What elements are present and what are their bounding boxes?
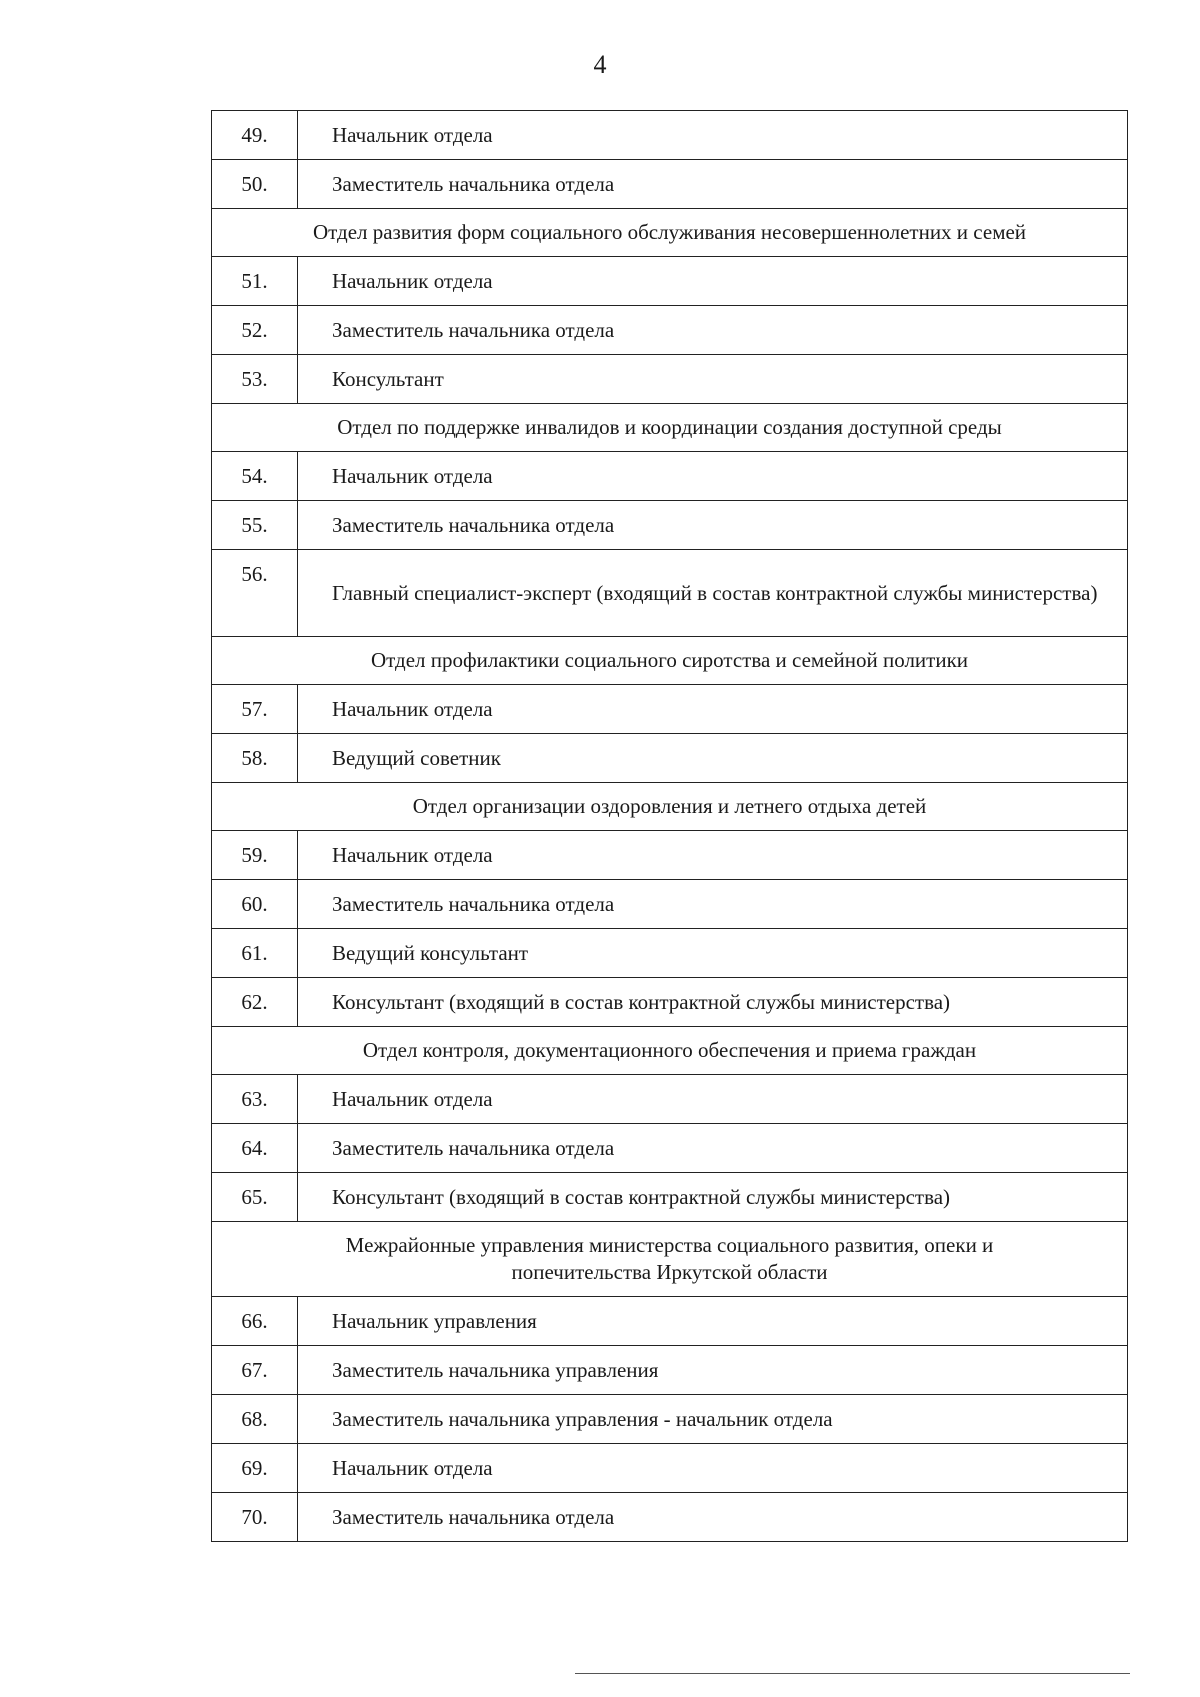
row-number: 57. bbox=[212, 685, 298, 734]
section-title: Отдел развития форм социального обслуживания несовершеннолетних и семей bbox=[212, 209, 1128, 257]
table-row bbox=[212, 1075, 1128, 1124]
section-heading-row bbox=[212, 404, 1128, 452]
position-title: Ведущий консультант bbox=[298, 929, 1128, 978]
row-number: 68. bbox=[212, 1395, 298, 1444]
row-number: 70. bbox=[212, 1493, 298, 1542]
section-heading-row bbox=[212, 1222, 1128, 1297]
table-row bbox=[212, 734, 1128, 783]
footer-rule bbox=[575, 1673, 1130, 1674]
row-number: 56. bbox=[212, 550, 298, 637]
row-number: 53. bbox=[212, 355, 298, 404]
table-row bbox=[212, 1395, 1128, 1444]
position-title: Заместитель начальника отдела bbox=[298, 501, 1128, 550]
row-number: 66. bbox=[212, 1297, 298, 1346]
positions-table bbox=[211, 110, 1128, 1542]
position-title: Начальник отдела bbox=[298, 257, 1128, 306]
row-number: 67. bbox=[212, 1346, 298, 1395]
position-title: Консультант (входящий в состав контрактной службы министерства) bbox=[298, 978, 1128, 1027]
table-row bbox=[212, 452, 1128, 501]
table-row bbox=[212, 111, 1128, 160]
table-row bbox=[212, 880, 1128, 929]
position-title: Начальник отдела bbox=[298, 452, 1128, 501]
table-row bbox=[212, 1297, 1128, 1346]
row-number: 69. bbox=[212, 1444, 298, 1493]
position-title: Заместитель начальника отдела bbox=[298, 1124, 1128, 1173]
table-row bbox=[212, 978, 1128, 1027]
table-row bbox=[212, 501, 1128, 550]
table-row bbox=[212, 550, 1128, 637]
row-number: 60. bbox=[212, 880, 298, 929]
row-number: 55. bbox=[212, 501, 298, 550]
position-title: Начальник отдела bbox=[298, 1075, 1128, 1124]
section-title: Межрайонные управления министерства социального развития, опеки и попечительства Иркутской области bbox=[212, 1222, 1128, 1297]
table-row bbox=[212, 1173, 1128, 1222]
position-title: Заместитель начальника отдела bbox=[298, 880, 1128, 929]
section-title: Отдел профилактики социального сиротства и семейной политики bbox=[212, 637, 1128, 685]
position-title: Заместитель начальника отдела bbox=[298, 306, 1128, 355]
position-title: Начальник отдела bbox=[298, 1444, 1128, 1493]
row-number: 58. bbox=[212, 734, 298, 783]
table-row bbox=[212, 257, 1128, 306]
row-number: 51. bbox=[212, 257, 298, 306]
row-number: 49. bbox=[212, 111, 298, 160]
position-title: Начальник отдела bbox=[298, 831, 1128, 880]
row-number: 65. bbox=[212, 1173, 298, 1222]
section-heading-row bbox=[212, 783, 1128, 831]
table-row bbox=[212, 929, 1128, 978]
position-title: Заместитель начальника отдела bbox=[298, 160, 1128, 209]
position-title: Начальник управления bbox=[298, 1297, 1128, 1346]
row-number: 52. bbox=[212, 306, 298, 355]
position-title: Консультант (входящий в состав контрактной службы министерства) bbox=[298, 1173, 1128, 1222]
table-row bbox=[212, 160, 1128, 209]
position-title: Консультант bbox=[298, 355, 1128, 404]
row-number: 62. bbox=[212, 978, 298, 1027]
table-row bbox=[212, 1493, 1128, 1542]
position-title: Начальник отдела bbox=[298, 111, 1128, 160]
position-title: Заместитель начальника управления bbox=[298, 1346, 1128, 1395]
table-row bbox=[212, 685, 1128, 734]
table-row bbox=[212, 1124, 1128, 1173]
position-title: Заместитель начальника управления - начальник отдела bbox=[298, 1395, 1128, 1444]
section-title: Отдел контроля, документационного обеспечения и приема граждан bbox=[212, 1027, 1128, 1075]
section-title: Отдел организации оздоровления и летнего отдыха детей bbox=[212, 783, 1128, 831]
position-title: Ведущий советник bbox=[298, 734, 1128, 783]
row-number: 54. bbox=[212, 452, 298, 501]
row-number: 50. bbox=[212, 160, 298, 209]
table-row bbox=[212, 1444, 1128, 1493]
position-title: Заместитель начальника отдела bbox=[298, 1493, 1128, 1542]
table-row bbox=[212, 1346, 1128, 1395]
row-number: 59. bbox=[212, 831, 298, 880]
row-number: 61. bbox=[212, 929, 298, 978]
table-row bbox=[212, 831, 1128, 880]
position-title: Главный специалист-эксперт (входящий в состав контрактной службы министерства) bbox=[298, 550, 1128, 637]
table-row bbox=[212, 355, 1128, 404]
section-heading-row bbox=[212, 637, 1128, 685]
row-number: 64. bbox=[212, 1124, 298, 1173]
position-title: Начальник отдела bbox=[298, 685, 1128, 734]
row-number: 63. bbox=[212, 1075, 298, 1124]
section-heading-row bbox=[212, 1027, 1128, 1075]
section-title: Отдел по поддержке инвалидов и координации создания доступной среды bbox=[212, 404, 1128, 452]
section-heading-row bbox=[212, 209, 1128, 257]
page-number: 4 bbox=[593, 50, 607, 79]
table-row bbox=[212, 306, 1128, 355]
